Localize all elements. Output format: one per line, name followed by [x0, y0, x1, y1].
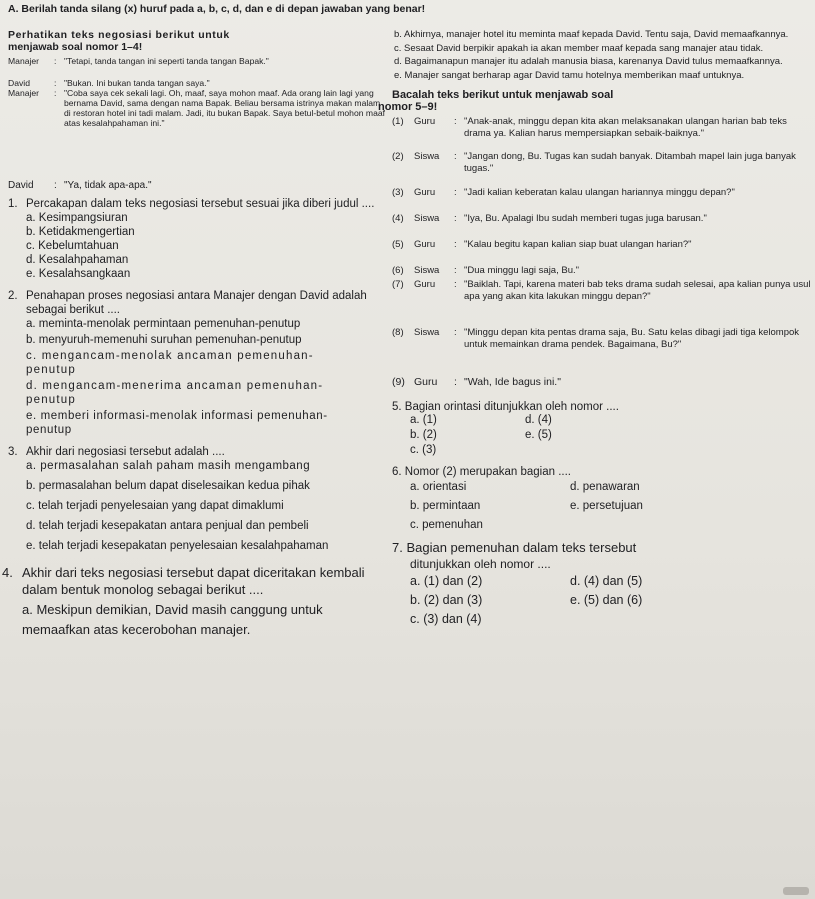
intro-line-2: menjawab soal nomor 1–4! [8, 41, 143, 53]
dialog-line: (9) Guru : "Wah, Ide bagus ini." [392, 376, 561, 388]
option[interactable]: b. menyuruh-memenuhi suruhan pemenuhan-penutup [26, 334, 302, 346]
negotiation-dialog [8, 56, 386, 191]
dialog-line: (6) Siswa : "Dua minggu lagi saja, Bu." [392, 265, 580, 276]
option[interactable]: b. permintaan [410, 500, 481, 512]
right-column [378, 29, 812, 629]
option[interactable]: d. (4) [525, 414, 552, 426]
dialog-line: David : "Bukan. Ini bukan tanda tangan saya." [8, 78, 210, 88]
option[interactable]: d. Kesalahpahaman [26, 254, 129, 266]
intro-line-1: Perhatikan teks negosiasi berikut untuk [8, 29, 230, 41]
dialog-line: (8) Siswa : "Minggu depan kita pentas drama saja, Bu. Satu kelas dibagi jadi tiga kelompok untuk memainkan drama pendek. Bagaimana, Bu?" [392, 327, 800, 350]
option[interactable]: d. telah terjadi kesepakatan antara penjual dan pembeli [26, 520, 309, 532]
question-5: 5. Bagian orintasi ditunjukkan oleh nomor .... a. (1) d. (4) b. (2) e. (5) c. (3) [392, 401, 812, 458]
option[interactable]: c. mengancam-menolak ancaman pemenuhan-penutup [26, 350, 314, 376]
option[interactable]: e. memberi informasi-menolak informasi pemenuhan-penutup [26, 410, 328, 436]
option[interactable]: e. telah terjadi kesepakatan penyelesaian kesalahpahaman [26, 540, 329, 552]
option[interactable]: c. Sesaat David berpikir apakah ia akan member maaf kepada sang manajer atau tidak. [394, 42, 764, 54]
option[interactable]: e. persetujuan [570, 500, 643, 512]
dialog-line: (5) Guru : "Kalau begitu kapan kalian siap buat ulangan harian?" [392, 239, 692, 250]
option[interactable]: a. orientasi [410, 481, 467, 493]
dialog-line: David : "Ya, tidak apa-apa." [8, 180, 152, 191]
option[interactable]: a. Kesimpangsiuran [26, 212, 128, 224]
dialog-line: (1) Guru : "Anak-anak, minggu depan kita akan melaksanakan ulangan harian bab teks drama ya. Kalian harus mempersiapkan sebaik-baiknya." [392, 116, 787, 139]
option[interactable]: d. (4) dan (5) [570, 574, 643, 588]
question-2: 2. Penahapan proses negosiasi antara Manajer dengan David adalah sebagai berikut .... a. meminta-menolak permintaan pemenuhan-penutup b. menyuruh-memenuhi suruhan pemenuhan-penutup c. mengancam-menolak ancaman pemenuhan-penutup d. mengancam-menerima ancaman pemenuhan-penutup e. memberi informasi-menolak informasi pemenuhan-penutup [8, 290, 367, 436]
question-6: 6. Nomor (2) merupakan bagian .... a. orientasi d. penawaran b. permintaan e. persetujuan c. pemenuhan [392, 466, 812, 535]
option[interactable]: b. (2) dan (3) [410, 593, 483, 607]
left-column [2, 29, 386, 640]
reading-heading-2: nomor 5–9! [378, 101, 438, 113]
instruction: A. Berilah tanda silang (x) huruf pada a, b, c, d, dan e di depan jawaban yang benar! [8, 3, 426, 15]
option[interactable]: a. Meskipun demikian, David masih canggung untuk memaafkan atas kecerobohan manajer. [22, 602, 323, 637]
option[interactable]: d. Bagaimanapun manajer itu adalah manusia biasa, karenanya David tulus memaafkannya. [394, 56, 783, 67]
option[interactable]: a. (1) [410, 414, 437, 426]
option[interactable]: e. (5) dan (6) [570, 593, 643, 607]
question-1: 1. Percakapan dalam teks negosiasi tersebut sesuai jika diberi judul .... a. Kesimpangsiuran b. Ketidakmengertian c. Kebelumtahuan d. Kesalahpahaman e. Kesalahsangkaan [8, 197, 386, 281]
dialog-line: (3) Guru : "Jadi kalian keberatan kalau ulangan hariannya minggu depan?" [392, 187, 735, 198]
option[interactable]: b. Akhirnya, manajer hotel itu meminta maaf kepada David. Tentu saja, David memaafkannya. [394, 29, 789, 40]
dialog-line: (2) Siswa : "Jangan dong, Bu. Tugas kan sudah banyak. Ditambah mapel lain juga banyak tugas." [392, 151, 796, 174]
option[interactable]: e. Manajer sangat berharap agar David tamu hotelnya memberikan maaf untuknya. [394, 69, 745, 81]
question-7: 7. Bagian pemenuhan dalam teks tersebut ditunjukkan oleh nomor .... a. (1) dan (2) d. (4) dan (5) b. (2) dan (3) e. (5) dan (6) c. (3) dan (4) [392, 539, 812, 629]
option[interactable]: d. penawaran [570, 481, 640, 493]
dialog-line: Manajer : "Tetapi, tanda tangan ini seperti tanda tangan Bapak." [8, 56, 269, 66]
option[interactable]: e. (5) [525, 429, 552, 441]
option[interactable]: a. (1) dan (2) [410, 574, 483, 588]
option[interactable]: b. Ketidakmengertian [26, 226, 135, 238]
option[interactable]: c. telah terjadi penyelesaian yang dapat dimaklumi [26, 500, 284, 512]
option[interactable]: a. permasalahan salah paham masih mengambang [26, 460, 311, 472]
option[interactable]: b. permasalahan belum dapat diselesaikan kedua pihak [26, 480, 310, 492]
dialog-line: Manajer : "Coba saya cek sekali lagi. Oh, maaf, saya mohon maaf. Ada orang lain lagi yang bernama David, sama dengan nama Bapak. Beliau bersama istrinya makan malam di restoran hotel ini tadi malam. Jadi, itu bukan Bapak. Saya betul-betul mohon maaf atas kesalahpahaman ini." [8, 88, 386, 128]
option[interactable]: c. (3) [410, 444, 437, 456]
dialog-line: (7) Guru : "Baiklah. Tapi, karena materi bab teks drama sudah selesai, apa kalian punya usul apa yang akan kita lakukan minggu depan?" [392, 279, 811, 302]
option[interactable]: e. Kesalahsangkaan [26, 268, 131, 280]
question-4: 4. Akhir dari teks negosiasi tersebut dapat diceritakan kembali dalam bentuk monolog sebagai berikut .... a. Meskipun demikian, David masih canggung untuk memaafkan atas kecerobohan manajer. [2, 564, 386, 640]
option[interactable]: d. mengancam-menerima ancaman pemenuhan-penutup [26, 380, 324, 406]
question-3: 3. Akhir dari negosiasi tersebut adalah .... a. permasalahan salah paham masih mengambang b. permasalahan belum dapat diselesaikan kedua pihak c. telah terjadi penyelesaian yang dapat dimaklumi d. telah terjadi kesepakatan antara penjual dan pembeli e. telah terjadi kesepakatan penyelesaian kesalahpahaman [8, 445, 386, 554]
corner-smudge [783, 887, 809, 895]
option[interactable]: a. meminta-menolak permintaan pemenuhan-penutup [26, 318, 301, 330]
classroom-dialog [392, 116, 812, 391]
option[interactable]: c. (3) dan (4) [410, 612, 482, 626]
option[interactable]: c. Kebelumtahuan [26, 240, 119, 252]
dialog-line: (4) Siswa : "Iya, Bu. Apalagi Ibu sudah memberi tugas juga barusan." [392, 213, 707, 224]
reading-heading-1: Bacalah teks berikut untuk menjawab soal [392, 89, 614, 101]
option[interactable]: c. pemenuhan [410, 519, 483, 531]
option[interactable]: b. (2) [410, 429, 437, 441]
